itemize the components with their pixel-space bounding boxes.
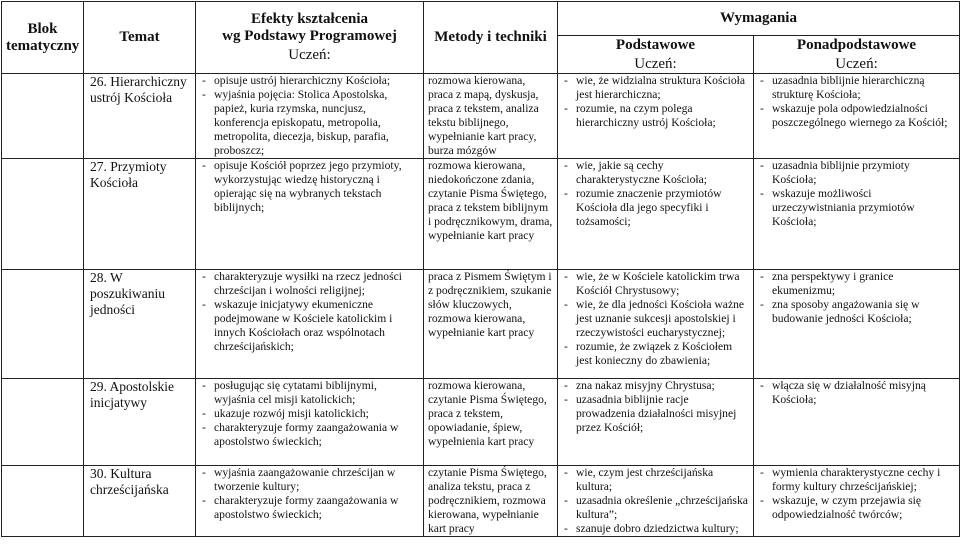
metody-cell: praca z Pismem Świętym i z podręcznikiem, szukanie słów kluczowych, rozmowa kierowana, wypełnianie kart pracy [424, 270, 558, 379]
list-item: - wskazuje, w czym przejawia się odpowiedzialność twórców; [772, 494, 955, 522]
ponadpodstawowe-list [758, 74, 955, 130]
list-item: - uzasadnia biblijnie racje prowadzenia działalności misyjnej przez Kościół; [576, 393, 749, 435]
podstawowe-cell [558, 270, 754, 379]
ponadpodstawowe-list [758, 379, 955, 407]
topic-cell: 27. Przymioty Kościoła [84, 159, 196, 270]
list-item: - wie, że dla jedności Kościoła ważne jest uznanie sukcesji apostolskiej i rzeczywistości eucharystycznej; [576, 298, 749, 340]
list-item: - rozumie, na czym polega hierarchiczny ustrój Kościoła; [576, 102, 749, 130]
list-item: - ukazuje rozwój misji katolickich; [214, 407, 419, 421]
header-temat: Temat [84, 2, 196, 74]
curriculum-table [1, 1, 960, 537]
list-item: - uzasadnia biblijnie przymioty Kościoła; [772, 159, 955, 187]
blok-cell [2, 270, 84, 379]
list-item: - charakteryzuje wysiłki na rzecz jedności chrześcijan i wolności religijnej; [214, 270, 419, 298]
podstawowe-list [562, 270, 749, 368]
list-item: - opisuje Kościół poprzez jego przymioty, wykorzystując wiedzę historyczną i opierając się na wybranych tekstach biblijnych; [214, 159, 419, 215]
metody-cell: czytanie Pisma Świętego, analiza tekstu, praca z podręcznikiem, rozmowa kierowana, wypełnianie kart pracy [424, 466, 558, 537]
metody-cell: rozmowa kierowana, czytanie Pisma Świętego, praca z tekstem, opowiadanie, śpiew, wypełnienia kart pracy [424, 379, 558, 466]
blok-cell [2, 379, 84, 466]
list-item: - wskazuje inicjatywy ekumeniczne podejmowane w Kościele katolickim i innych Kościołach oraz wspólnotach chrześcijańskich; [214, 298, 419, 354]
ponadpodstawowe-cell [754, 379, 960, 466]
header-metody: Metody i techniki [424, 2, 558, 74]
podstawowe-cell [558, 74, 754, 159]
efekty-list [200, 159, 419, 215]
list-item: - wyjaśnia zaangażowanie chrześcijan w tworzenie kultury; [214, 466, 419, 494]
efekty-cell [196, 466, 424, 537]
list-item: - charakteryzuje formy zaangażowania w apostolstwo świeckich; [214, 421, 419, 449]
podstawowe-list [562, 379, 749, 435]
list-item: - zna sposoby angażowania się w budowanie jedności Kościoła; [772, 298, 955, 326]
header-ponad-label: Ponadpodstawowe [796, 36, 917, 53]
table-row [2, 379, 960, 466]
efekty-list [200, 270, 419, 354]
table-body [2, 74, 960, 537]
ponadpodstawowe-cell [754, 74, 960, 159]
header-ponad-uczen: Uczeń: [835, 55, 878, 72]
topic-cell: 28. W poszukiwaniu jedności [84, 270, 196, 379]
topic-cell: 30. Kultura chrześcijańska [84, 466, 196, 537]
list-item: - wie, czym jest chrześcijańska kultura; [576, 466, 749, 494]
header-podstawowe-uczen: Uczeń: [634, 55, 677, 72]
header-wymagania: Wymagania [558, 2, 960, 36]
ponadpodstawowe-list [758, 159, 955, 229]
efekty-list [200, 466, 419, 522]
podstawowe-list [562, 466, 749, 536]
efekty-list [200, 379, 419, 449]
list-item: - zna perspektywy i granice ekumenizmu; [772, 270, 955, 298]
table-row [2, 270, 960, 379]
header-efekty-uczen: Uczeń: [288, 47, 331, 63]
list-item: - uzasadnia biblijnie hierarchiczną strukturę Kościoła; [772, 74, 955, 102]
ponadpodstawowe-list [758, 270, 955, 326]
list-item: - zna nakaz misyjny Chrystusa; [576, 379, 749, 393]
ponadpodstawowe-cell [754, 270, 960, 379]
metody-cell: rozmowa kierowana, niedokończone zdania, czytanie Pisma Świętego, praca z tekstem biblijnym i podręcznikowym, drama, wypełnianie kart pracy [424, 159, 558, 270]
header-efekty-title: Efekty kształcenia [250, 11, 369, 27]
list-item: - rozumie znaczenie przymiotów Kościoła dla jego specyfiki i tożsamości; [576, 187, 749, 229]
ponadpodstawowe-list [758, 466, 955, 522]
podstawowe-list [562, 159, 749, 229]
header-efekty [196, 2, 424, 74]
list-item: - wie, że w Kościele katolickim trwa Kościół Chrystusowy; [576, 270, 749, 298]
list-item: - charakteryzuje formy zaangażowania w apostolstwo świeckich; [214, 494, 419, 522]
topic-cell: 29. Apostolskie inicjatywy [84, 379, 196, 466]
list-item: - wymienia charakterystyczne cechy i formy kultury chrześcijańskiej; [772, 466, 955, 494]
table-row [2, 74, 960, 159]
podstawowe-cell [558, 159, 754, 270]
podstawowe-cell [558, 379, 754, 466]
list-item: - szanuje dobro dziedzictwa kultury; [576, 522, 749, 536]
topic-cell: 26. Hierarchiczny ustrój Kościoła [84, 74, 196, 159]
list-item: - wskazuje możliwości urzeczywistniania przymiotów Kościoła; [772, 187, 955, 229]
ponadpodstawowe-cell [754, 466, 960, 537]
header-ponadpodstawowe [754, 36, 960, 74]
blok-cell [2, 466, 84, 537]
blok-cell [2, 159, 84, 270]
list-item: - włącza się w działalność misyjną Kościoła; [772, 379, 955, 407]
list-item: - wie, że widzialna struktura Kościoła jest hierarchiczna; [576, 74, 749, 102]
header-efekty-sub: wg Podstawy Programowej [222, 28, 397, 44]
metody-cell: rozmowa kierowana, praca z mapą, dyskusja, praca z tekstem, analiza tekstu biblijnego, wypełnianie kart pracy, burza mózgów [424, 74, 558, 159]
list-item: - rozumie, że związek z Kościołem jest konieczny do zbawienia; [576, 340, 749, 368]
podstawowe-list [562, 74, 749, 130]
table-row [2, 466, 960, 537]
list-item: - uzasadnia określenie „chrześcijańska kultura”; [576, 494, 749, 522]
table-row [2, 159, 960, 270]
list-item: - posługując się cytatami biblijnymi, wyjaśnia cel misji katolickich; [214, 379, 419, 407]
header-podstawowe-label: Podstawowe [615, 36, 696, 53]
efekty-cell [196, 159, 424, 270]
list-item: - opisuje ustrój hierarchiczny Kościoła; [214, 74, 419, 88]
ponadpodstawowe-cell [754, 159, 960, 270]
efekty-list [200, 74, 419, 158]
header-blok: Blok tematyczny [2, 2, 84, 74]
list-item: - wyjaśnia pojęcia: Stolica Apostolska, papież, kuria rzymska, nuncjusz, konferencja episkopatu, metropolia, metropolita, diecezja, biskup, parafia, proboszcz; [214, 88, 419, 158]
efekty-cell [196, 74, 424, 159]
blok-cell [2, 74, 84, 159]
efekty-cell [196, 270, 424, 379]
list-item: - wie, jakie są cechy charakterystyczne Kościoła; [576, 159, 749, 187]
header-podstawowe [558, 36, 754, 74]
list-item: - wskazuje pola odpowiedzialności poszczególnego wiernego za Kościół; [772, 102, 955, 130]
podstawowe-cell [558, 466, 754, 537]
efekty-cell [196, 379, 424, 466]
